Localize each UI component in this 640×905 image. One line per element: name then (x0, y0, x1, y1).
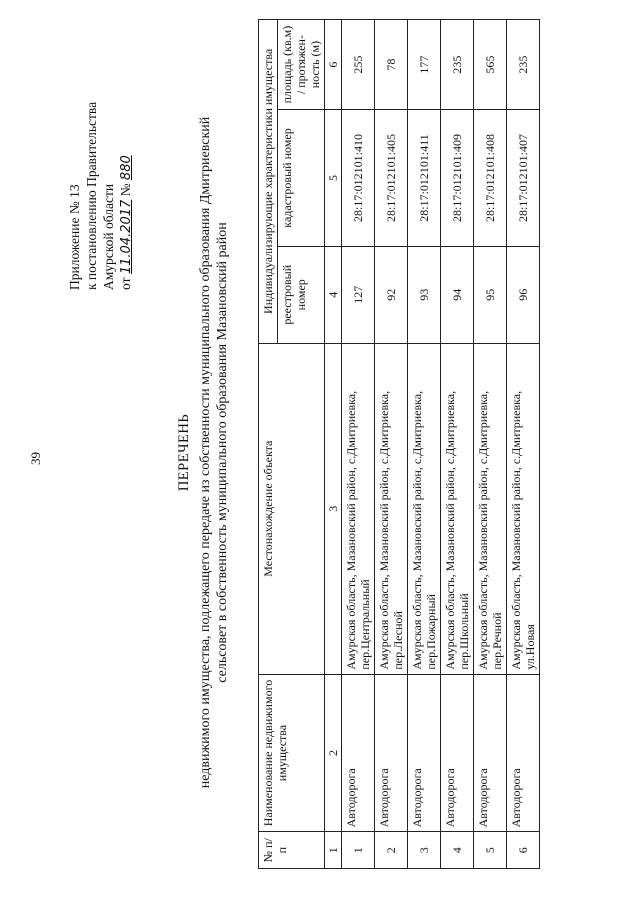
row-number: 4 (441, 832, 474, 869)
appendix-line-2: к постановлению Правительства (84, 101, 99, 290)
column-number: 5 (325, 110, 342, 247)
table-row (507, 20, 540, 869)
appendix-block (66, 102, 135, 290)
row-area: 565 (474, 20, 507, 110)
row-location: Амурская область, Мазановский район, с.Дмитриевка, пер.Школьный (441, 343, 474, 674)
row-name: Автодорога (375, 674, 408, 832)
date-prefix: от (118, 277, 133, 290)
row-cadastral: 28:17:012101:409 (441, 110, 474, 247)
column-number: 1 (325, 832, 342, 869)
header-characteristics: Индивидуализирующие характеристики имущества (259, 20, 278, 344)
row-area: 235 (441, 20, 474, 110)
header-area: площадь (кв.м) / протяжен-ность (м) (278, 20, 325, 110)
row-area: 255 (342, 20, 375, 110)
table-row (408, 20, 441, 869)
header-cadastral: кадастровый номер (278, 110, 325, 247)
title-heading: ПЕРЕЧЕНЬ (176, 413, 192, 492)
row-number: 1 (342, 832, 375, 869)
row-area: 235 (507, 20, 540, 110)
header-location: Местонахождение объекта (259, 343, 325, 674)
number-value: 880 (119, 155, 134, 181)
row-registry: 94 (441, 246, 474, 343)
appendix-date-line (117, 102, 135, 290)
row-registry: 95 (474, 246, 507, 343)
header-num: № п/п (259, 832, 325, 869)
table-row (474, 20, 507, 869)
appendix-line-3: Амурской области (101, 183, 116, 290)
column-number-row (325, 20, 342, 869)
header-name: Наименование недвижимого имущества (259, 674, 325, 832)
title-line-1: недвижимого имущества, подлежащего передаче из собственности муниципального образования Дмитриевский (198, 116, 213, 789)
column-number: 3 (325, 343, 342, 674)
row-location: Амурская область, Мазановский район, с.Дмитриевка, ул.Новая (507, 343, 540, 674)
property-table (258, 19, 540, 869)
row-area: 78 (375, 20, 408, 110)
row-number: 3 (408, 832, 441, 869)
document-title (176, 60, 231, 845)
title-line-2: сельсовет в собственность муниципального образования Мазановский район (215, 222, 230, 683)
row-number: 2 (375, 832, 408, 869)
row-cadastral: 28:17:012101:410 (342, 110, 375, 247)
row-name: Автодорога (441, 674, 474, 832)
row-name: Автодорога (507, 674, 540, 832)
row-number: 5 (474, 832, 507, 869)
row-location: Амурская область, Мазановский район, с.Дмитриевка, пер.Центральный (342, 343, 375, 674)
row-registry: 127 (342, 246, 375, 343)
row-name: Автодорога (474, 674, 507, 832)
row-cadastral: 28:17:012101:408 (474, 110, 507, 247)
date-value: 11.04.2017 (119, 199, 134, 275)
row-cadastral: 28:17:012101:411 (408, 110, 441, 247)
appendix-line-1: Приложение № 13 (67, 184, 82, 290)
row-registry: 93 (408, 246, 441, 343)
table-row (441, 20, 474, 869)
row-area: 177 (408, 20, 441, 110)
row-cadastral: 28:17:012101:405 (375, 110, 408, 247)
row-name: Автодорога (342, 674, 375, 832)
column-number: 6 (325, 20, 342, 110)
table-row (342, 20, 375, 869)
number-prefix: № (118, 183, 133, 197)
row-location: Амурская область, Мазановский район, с.Дмитриевка, пер.Лесной (375, 343, 408, 674)
row-cadastral: 28:17:012101:407 (507, 110, 540, 247)
row-registry: 96 (507, 246, 540, 343)
row-registry: 92 (375, 246, 408, 343)
table-row (375, 20, 408, 869)
row-location: Амурская область, Мазановский район, с.Дмитриевка, пер.Пожарный (408, 343, 441, 674)
column-number: 2 (325, 674, 342, 832)
row-number: 6 (507, 832, 540, 869)
column-number: 4 (325, 246, 342, 343)
row-name: Автодорога (408, 674, 441, 832)
row-location: Амурская область, Мазановский район, с.Дмитриевка, пер.Речной (474, 343, 507, 674)
header-registry: реестровый номер (278, 246, 325, 343)
page-number: 39 (28, 452, 43, 465)
